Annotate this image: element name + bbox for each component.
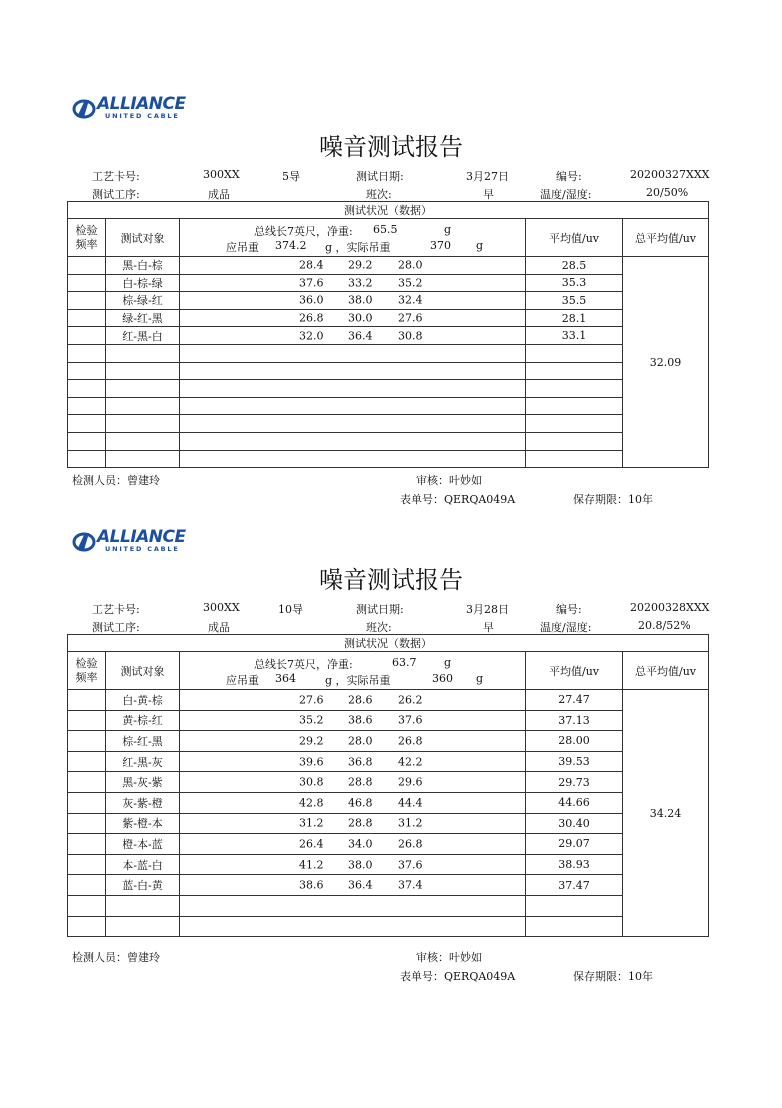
- average-cell: 35.3: [526, 274, 623, 292]
- weight-line2-prefix: 应吊重: [226, 240, 259, 254]
- reading-1: 38.6: [299, 878, 324, 892]
- form-number: 表单号：QERQA049A: [400, 970, 516, 983]
- table-row: [68, 257, 709, 275]
- test-date-label: 测试日期:: [356, 603, 404, 616]
- reading-1: 31.2: [299, 816, 324, 830]
- test-object-cell: [106, 362, 180, 380]
- test-object-cell: [106, 432, 180, 450]
- readings-cell: [180, 327, 526, 345]
- reading-1: 28.4: [299, 258, 324, 272]
- test-object-cell: 蓝-白-黄: [106, 875, 180, 896]
- readings-cell: [180, 916, 526, 937]
- table-row: [68, 813, 709, 834]
- reading-3: 37.6: [398, 858, 423, 872]
- frequency-cell: [68, 854, 106, 875]
- frequency-cell: [68, 731, 106, 752]
- average-cell: [526, 380, 623, 398]
- reading-3: 37.6: [398, 713, 423, 727]
- test-process-label: 测试工序:: [92, 621, 140, 634]
- average-cell: 30.40: [526, 813, 623, 834]
- reading-1: 26.4: [299, 837, 324, 851]
- average-cell: 39.53: [526, 751, 623, 772]
- table-row: [68, 710, 709, 731]
- frequency-cell: [68, 309, 106, 327]
- reading-2: 34.0: [348, 837, 373, 851]
- test-object-cell: 本-蓝-白: [106, 854, 180, 875]
- craft-card-label: 工艺卡号:: [92, 170, 140, 183]
- frequency-cell: [68, 432, 106, 450]
- report-title: 噪音测试报告: [319, 566, 463, 594]
- reading-2: 28.8: [348, 775, 373, 789]
- net-weight-unit: g: [444, 222, 452, 236]
- average-cell: 37.47: [526, 875, 623, 896]
- test-object-cell: [106, 450, 180, 468]
- average-cell: 28.00: [526, 731, 623, 752]
- test-object-cell: 绿-红-黑: [106, 309, 180, 327]
- average-cell: [526, 362, 623, 380]
- frequency-cell: [68, 710, 106, 731]
- report-title: 噪音测试报告: [319, 133, 463, 161]
- test-object-cell: [106, 397, 180, 415]
- readings-cell: [180, 875, 526, 896]
- readings-cell: [180, 772, 526, 793]
- reading-1: 37.6: [299, 276, 324, 290]
- frequency-cell: [68, 772, 106, 793]
- table-row: [68, 690, 709, 711]
- frequency-cell: [68, 327, 106, 345]
- average-cell: 28.5: [526, 257, 623, 275]
- frequency-cell: [68, 813, 106, 834]
- readings-cell: [180, 309, 526, 327]
- test-object-cell: 白-黄-棕: [106, 690, 180, 711]
- report-number-label: 编号:: [556, 170, 582, 183]
- frequency-cell: [68, 274, 106, 292]
- reading-2: 36.4: [348, 878, 373, 892]
- reading-3: 35.2: [398, 276, 423, 290]
- test-object-cell: 灰-紫-橙: [106, 792, 180, 813]
- brand-tagline: UNITED CABLE: [105, 545, 180, 553]
- form-number: 表单号：QERQA049A: [400, 493, 516, 506]
- alliance-logo-icon: [72, 530, 100, 552]
- table-row: [68, 397, 709, 415]
- frequency-cell: [68, 751, 106, 772]
- brand-name: ALLIANCE: [97, 527, 186, 547]
- brand-tagline: UNITED CABLE: [105, 112, 180, 120]
- average-cell: [526, 344, 623, 362]
- readings-cell: [180, 257, 526, 275]
- temp-humidity-value: 20.8/52%: [638, 619, 691, 632]
- frequency-cell: [68, 690, 106, 711]
- average-cell: 38.93: [526, 854, 623, 875]
- test-object-cell: 棕-红-黑: [106, 731, 180, 752]
- reading-2: 38.6: [348, 713, 373, 727]
- frequency-cell: [68, 397, 106, 415]
- readings-cell: [180, 397, 526, 415]
- retention-period: 保存期限：10年: [573, 493, 653, 506]
- table-row: [68, 362, 709, 380]
- col-total-average: 总平均值/uv: [623, 219, 709, 257]
- reading-3: 37.4: [398, 878, 423, 892]
- test-object-cell: [106, 380, 180, 398]
- average-cell: 27.47: [526, 690, 623, 711]
- reading-1: 30.8: [299, 775, 324, 789]
- test-object-cell: 白-棕-绿: [106, 274, 180, 292]
- reading-1: 42.8: [299, 796, 324, 810]
- reading-1: 35.2: [299, 713, 324, 727]
- actual-weight-unit: g: [476, 238, 484, 252]
- inspector: 检测人员：曾建玲: [72, 474, 160, 487]
- test-object-cell: 紫-橙-本: [106, 813, 180, 834]
- frequency-cell: [68, 875, 106, 896]
- reading-3: 30.8: [398, 329, 423, 343]
- temp-humidity-label: 温度/湿度:: [540, 188, 592, 201]
- inspector: 检测人员：曾建玲: [72, 951, 160, 964]
- test-process-label: 测试工序:: [92, 188, 140, 201]
- frequency-cell: [68, 344, 106, 362]
- average-cell: [526, 432, 623, 450]
- report-number-value: 20200327XXX: [630, 168, 710, 181]
- reading-3: 26.2: [398, 693, 423, 707]
- test-data-table: [67, 634, 709, 937]
- average-cell: 33.1: [526, 327, 623, 345]
- table-row: [68, 916, 709, 937]
- reviewer: 审核：叶妙如: [416, 474, 482, 487]
- reading-3: 44.4: [398, 796, 423, 810]
- retention-period: 保存期限：10年: [573, 970, 653, 983]
- reading-2: 28.6: [348, 693, 373, 707]
- noise-test-report: [0, 95, 782, 565]
- reading-3: 42.2: [398, 755, 423, 769]
- table-row: [68, 344, 709, 362]
- temp-humidity-label: 温度/湿度:: [540, 621, 592, 634]
- alliance-logo: [72, 95, 202, 121]
- test-object-cell: 黑-白-棕: [106, 257, 180, 275]
- weight-line1-prefix: 总线长7英尺，净重:: [254, 224, 353, 238]
- average-cell: 29.07: [526, 834, 623, 855]
- readings-cell: [180, 834, 526, 855]
- average-cell: [526, 397, 623, 415]
- readings-cell: [180, 344, 526, 362]
- table-row: [68, 751, 709, 772]
- test-object-cell: 黑-灰-紫: [106, 772, 180, 793]
- actual-weight-unit: g: [476, 671, 484, 685]
- frequency-cell: [68, 450, 106, 468]
- readings-cell: [180, 450, 526, 468]
- reading-2: 36.4: [348, 329, 373, 343]
- test-process-value: 成品: [208, 188, 230, 201]
- shift-value: 早: [483, 621, 494, 634]
- col-total-average: 总平均值/uv: [623, 652, 709, 690]
- average-cell: [526, 895, 623, 916]
- frequency-cell: [68, 415, 106, 433]
- net-weight: 63.7: [392, 655, 417, 669]
- table-row: [68, 772, 709, 793]
- reading-1: 41.2: [299, 858, 324, 872]
- weight-info: [180, 652, 526, 690]
- frequency-cell: [68, 257, 106, 275]
- test-object-cell: [106, 344, 180, 362]
- test-object-cell: [106, 895, 180, 916]
- readings-cell: [180, 792, 526, 813]
- reading-1: 32.0: [299, 329, 324, 343]
- frequency-cell: [68, 292, 106, 310]
- readings-cell: [180, 854, 526, 875]
- test-object-cell: 棕-绿-红: [106, 292, 180, 310]
- expected-weight: 374.2: [275, 238, 307, 252]
- report-number-label: 编号:: [556, 603, 582, 616]
- readings-cell: [180, 432, 526, 450]
- report-number-value: 20200328XXX: [630, 601, 710, 614]
- table-row: [68, 450, 709, 468]
- readings-cell: [180, 710, 526, 731]
- shift-label: 班次:: [366, 188, 392, 201]
- reading-3: 26.8: [398, 837, 423, 851]
- test-date-label: 测试日期:: [356, 170, 404, 183]
- readings-cell: [180, 292, 526, 310]
- net-weight: 65.5: [373, 222, 398, 236]
- average-cell: [526, 415, 623, 433]
- table-row: [68, 309, 709, 327]
- test-process-value: 成品: [208, 621, 230, 634]
- test-data-table: [67, 201, 709, 468]
- readings-cell: [180, 731, 526, 752]
- alliance-logo: [72, 528, 202, 554]
- average-cell: 37.13: [526, 710, 623, 731]
- actual-weight: 370: [430, 238, 451, 252]
- craft-card-value: 300XX: [203, 601, 240, 614]
- reading-1: 26.8: [299, 311, 324, 325]
- alliance-logo-icon: [72, 97, 100, 119]
- reading-3: 26.8: [398, 734, 423, 748]
- net-weight-unit: g: [444, 655, 452, 669]
- average-cell: 44.66: [526, 792, 623, 813]
- readings-cell: [180, 813, 526, 834]
- readings-cell: [180, 751, 526, 772]
- table-row: [68, 792, 709, 813]
- test-object-cell: 橙-本-蓝: [106, 834, 180, 855]
- inspection-frequency-label: 检验频率: [75, 223, 98, 251]
- test-object-cell: [106, 415, 180, 433]
- readings-cell: [180, 690, 526, 711]
- reading-1: 29.2: [299, 734, 324, 748]
- table-row: [68, 895, 709, 916]
- frequency-cell: [68, 362, 106, 380]
- conductor-count: 5导: [282, 170, 300, 183]
- craft-card-value: 300XX: [203, 168, 240, 181]
- test-date-value: 3月28日: [466, 603, 509, 616]
- test-object-cell: 红-黑-白: [106, 327, 180, 345]
- table-row: [68, 292, 709, 310]
- total-average-cell: 34.24: [623, 690, 709, 937]
- readings-cell: [180, 362, 526, 380]
- frequency-cell: [68, 834, 106, 855]
- test-object-cell: 黄-棕-红: [106, 710, 180, 731]
- table-row: [68, 327, 709, 345]
- average-cell: 35.5: [526, 292, 623, 310]
- reading-2: 28.0: [348, 734, 373, 748]
- reading-2: 29.2: [348, 258, 373, 272]
- reading-1: 27.6: [299, 693, 324, 707]
- frequency-cell: [68, 792, 106, 813]
- reading-1: 36.0: [299, 293, 324, 307]
- reviewer: 审核：叶妙如: [416, 951, 482, 964]
- readings-cell: [180, 380, 526, 398]
- shift-label: 班次:: [366, 621, 392, 634]
- actual-weight: 360: [432, 671, 453, 685]
- reading-2: 38.0: [348, 858, 373, 872]
- col-average: 平均值/uv: [526, 219, 623, 257]
- weight-info: [180, 219, 526, 257]
- total-average-cell: 32.09: [623, 257, 709, 468]
- expected-weight: 364: [275, 671, 296, 685]
- test-object-cell: [106, 916, 180, 937]
- craft-card-label: 工艺卡号:: [92, 603, 140, 616]
- table-row: [68, 834, 709, 855]
- reading-1: 39.6: [299, 755, 324, 769]
- reading-2: 38.0: [348, 293, 373, 307]
- reading-2: 36.8: [348, 755, 373, 769]
- status-header: 测试状况（数据）: [68, 202, 709, 219]
- reading-2: 33.2: [348, 276, 373, 290]
- readings-cell: [180, 415, 526, 433]
- reading-2: 28.8: [348, 816, 373, 830]
- inspection-frequency-label: 检验频率: [75, 656, 98, 684]
- reading-3: 31.2: [398, 816, 423, 830]
- table-row: [68, 380, 709, 398]
- conductor-count: 10导: [278, 603, 303, 616]
- average-cell: 28.1: [526, 309, 623, 327]
- frequency-cell: [68, 380, 106, 398]
- table-row: [68, 415, 709, 433]
- table-row: [68, 854, 709, 875]
- col-test-object: 测试对象: [106, 652, 180, 690]
- average-cell: [526, 450, 623, 468]
- actual-weight-prefix: g ，实际吊重: [325, 673, 391, 687]
- table-row: [68, 432, 709, 450]
- col-inspection-frequency: [68, 219, 106, 257]
- status-header: 测试状况（数据）: [68, 635, 709, 652]
- test-date-value: 3月27日: [466, 170, 509, 183]
- average-cell: 29.73: [526, 772, 623, 793]
- temp-humidity-value: 20/50%: [646, 186, 689, 199]
- average-cell: [526, 916, 623, 937]
- col-inspection-frequency: [68, 652, 106, 690]
- readings-cell: [180, 274, 526, 292]
- reading-2: 46.8: [348, 796, 373, 810]
- reading-3: 27.6: [398, 311, 423, 325]
- col-average: 平均值/uv: [526, 652, 623, 690]
- reading-2: 30.0: [348, 311, 373, 325]
- shift-value: 早: [483, 188, 494, 201]
- weight-line1-prefix: 总线长7英尺，净重:: [254, 657, 353, 671]
- reading-3: 28.0: [398, 258, 423, 272]
- table-row: [68, 731, 709, 752]
- frequency-cell: [68, 916, 106, 937]
- brand-name: ALLIANCE: [97, 94, 186, 114]
- frequency-cell: [68, 895, 106, 916]
- noise-test-report: [0, 528, 782, 998]
- col-test-object: 测试对象: [106, 219, 180, 257]
- table-row: [68, 875, 709, 896]
- actual-weight-prefix: g ，实际吊重: [325, 240, 391, 254]
- reading-3: 29.6: [398, 775, 423, 789]
- table-row: [68, 274, 709, 292]
- weight-line2-prefix: 应吊重: [226, 673, 259, 687]
- test-object-cell: 红-黑-灰: [106, 751, 180, 772]
- readings-cell: [180, 895, 526, 916]
- reading-3: 32.4: [398, 293, 423, 307]
